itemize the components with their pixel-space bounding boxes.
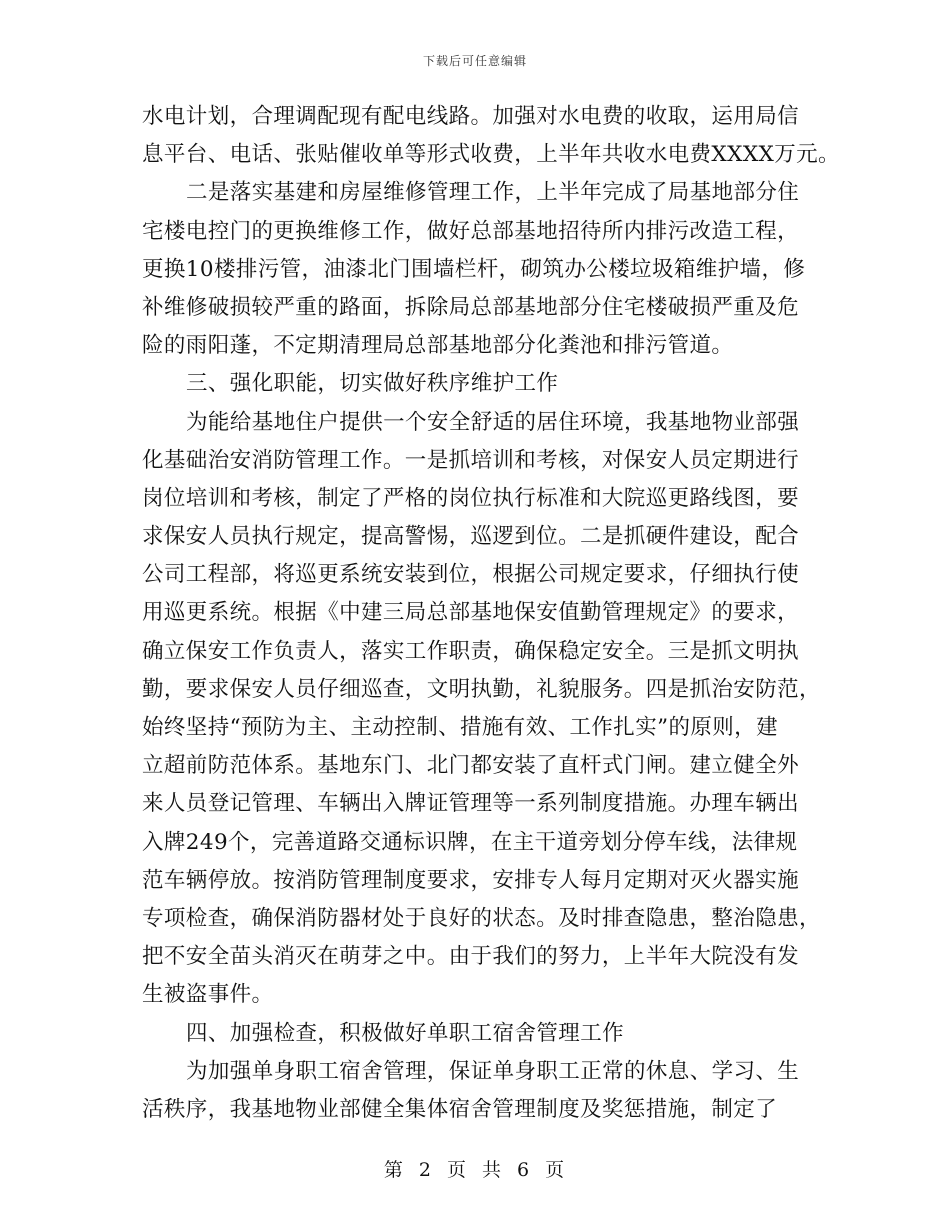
text-line: 入牌249个，完善道路交通标识牌，在主干道旁划分停车线，法律规	[142, 829, 798, 855]
text-line: 岗位培训和考核，制定了严格的岗位执行标准和大院巡更路线图，要	[142, 485, 800, 511]
text-line: 活秩序，我基地物业部健全集体宿舍管理制度及奖惩措施，制定了	[142, 1096, 778, 1122]
text-line: 立超前防范体系。基地东门、北门都安装了直杆式门闸。建立健全外	[142, 753, 800, 779]
text-line: 来人员登记管理、车辆出入牌证管理等一系列制度措施。办理车辆出	[142, 791, 800, 817]
text-line: 始终坚持“预防为主、主动控制、措施有效、工作扎实”的原则，建	[142, 715, 778, 740]
text-line: 勤，要求保安人员仔细巡查，文明执勤，礼貌服务。四是抓治安防范，	[142, 676, 821, 702]
text-line: 更换10楼排污管，油漆北门围墙栏杆，砌筑办公楼垃圾箱维护墙，修	[142, 256, 806, 282]
text-line: 公司工程部，将巡更系统安装到位，根据公司规定要求，仔细执行使	[142, 562, 800, 588]
text-line: 生被盗事件。	[142, 982, 274, 1008]
text-line: 把不安全苗头消灭在萌芽之中。由于我们的努力，上半年大院没有发	[142, 944, 800, 970]
text-line: 补维修破损较严重的路面，拆除局总部基地部分住宅楼破损严重及危	[142, 294, 800, 320]
paragraph-start-line: 二是落实基建和房屋维修管理工作，上半年完成了局基地部分住	[186, 180, 800, 206]
text-line: 险的雨阳蓬，不定期清理局总部基地部分化粪池和排污管道。	[142, 333, 734, 359]
paragraph-start-line: 为加强单身职工宿舍管理，保证单身职工正常的休息、学习、生	[186, 1058, 800, 1084]
body-text	[142, 98, 840, 1129]
text-line: 水电计划，合理调配现有配电线路。加强对水电费的收取，运用局信	[142, 104, 800, 129]
text-line: 用巡更系统。根据《中建三局总部基地保安值勤管理规定》的要求，	[142, 600, 800, 626]
text-line: 确立保安工作负责人，落实工作职责，确保稳定安全。三是抓文明执	[142, 638, 800, 664]
text-line: 化基础治安消防管理工作。一是抓培训和考核，对保安人员定期进行	[142, 447, 800, 473]
section-heading: 四、加强检查，积极做好单职工宿舍管理工作	[186, 1020, 625, 1046]
section-heading: 三、强化职能，切实做好秩序维护工作	[186, 371, 559, 397]
text-line: 宅楼电控门的更换维修工作，做好总部基地招待所内排污改造工程，	[142, 218, 800, 244]
text-line: 范车辆停放。按消防管理制度要求，安排专人每月定期对灭火器实施	[142, 867, 800, 893]
page-number: 第 2 页 共 6 页	[383, 1159, 567, 1181]
text-line: 求保安人员执行规定，提高警惕，巡逻到位。二是抓硬件建设，配合	[142, 524, 800, 550]
page-header-note: 下载后可任意编辑	[422, 54, 527, 68]
text-line: 息平台、电话、张贴催收单等形式收费，上半年共收水电费XXXX万元。	[142, 142, 840, 168]
text-line: 专项检查，确保消防器材处于良好的状态。及时排查隐患，整治隐患，	[142, 905, 821, 931]
paragraph-start-line: 为能给基地住户提供一个安全舒适的居住环境，我基地物业部强	[186, 409, 800, 435]
